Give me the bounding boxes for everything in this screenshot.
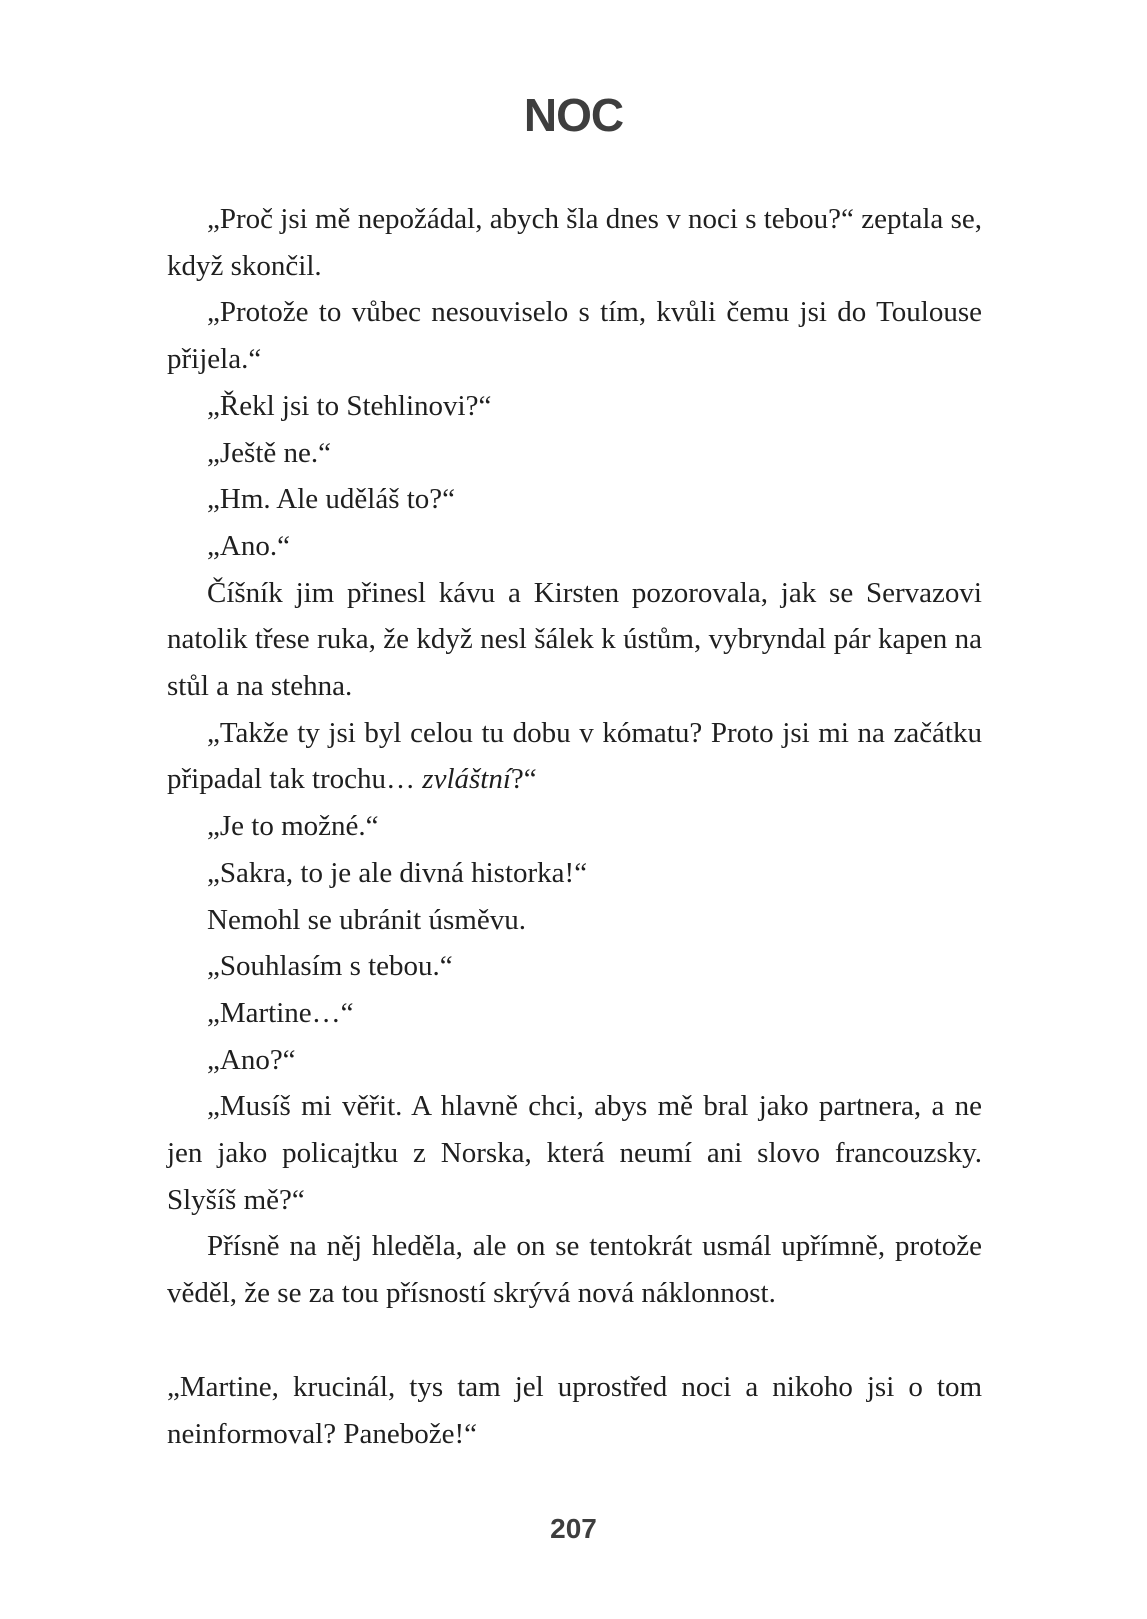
paragraph: „Musíš mi věřit. A hlavně chci, abys mě bral jako partnera, a ne jen jako policajtku z Norska, která neumí ani slovo francouzsky. Slyšíš mě?“ [167, 1090, 982, 1216]
paragraph: „Je to možné.“ [207, 810, 379, 843]
paragraph: „Sakra, to je ale divná historka!“ [207, 856, 588, 889]
paragraph: „Souhlasím s tebou.“ [207, 950, 453, 983]
emphasis-text: zvláštní [422, 763, 511, 796]
paragraph: Nemohl se ubránit úsměvu. [207, 903, 526, 936]
paragraph: „Hm. Ale uděláš to?“ [207, 483, 456, 516]
paragraph: Přísně na něj hleděla, ale on se tentokrát usmál upřímně, protože věděl, že se za tou přísností skrývá nová náklonnost. [167, 1230, 982, 1310]
paragraph: „Proč jsi mě nepožádal, abych šla dnes v noci s tebou?“ zeptala se, když skončil. [167, 203, 982, 282]
paragraph: „Ano.“ [207, 529, 290, 562]
paragraph: Číšník jim přinesl kávu a Kirsten pozorovala, jak se Servazovi natolik třese ruka, že když nesl šálek k ústům, vybryndal pár kapen na stůl a na stehna. [167, 576, 982, 703]
chapter-title: NOC [523, 89, 624, 141]
paragraph: „Ano?“ [207, 1043, 296, 1076]
paragraph-text: „Takže ty jsi byl celou tu dobu v kómatu? Proto jsi mi na začátku připadal tak trochu… [167, 716, 982, 796]
paragraph: „Řekl jsi to Stehlinovi?“ [207, 389, 492, 422]
paragraph: „Protože to vůbec nesouviselo s tím, kvůli čemu jsi do Toulouse přijela.“ [167, 296, 982, 376]
paragraph: „Ještě ne.“ [207, 436, 331, 469]
paragraph-text: ?“ [510, 763, 537, 796]
paragraph: „Martine, krucinál, tys tam jel uprostřed noci a nikoho jsi o tom neinformoval? Panebože!“ [167, 1370, 982, 1450]
paragraph: „Martine…“ [207, 996, 354, 1029]
page-number: 207 [550, 1513, 597, 1544]
paragraph [167, 710, 982, 803]
body-text [167, 196, 982, 1457]
section-break [167, 1317, 982, 1364]
